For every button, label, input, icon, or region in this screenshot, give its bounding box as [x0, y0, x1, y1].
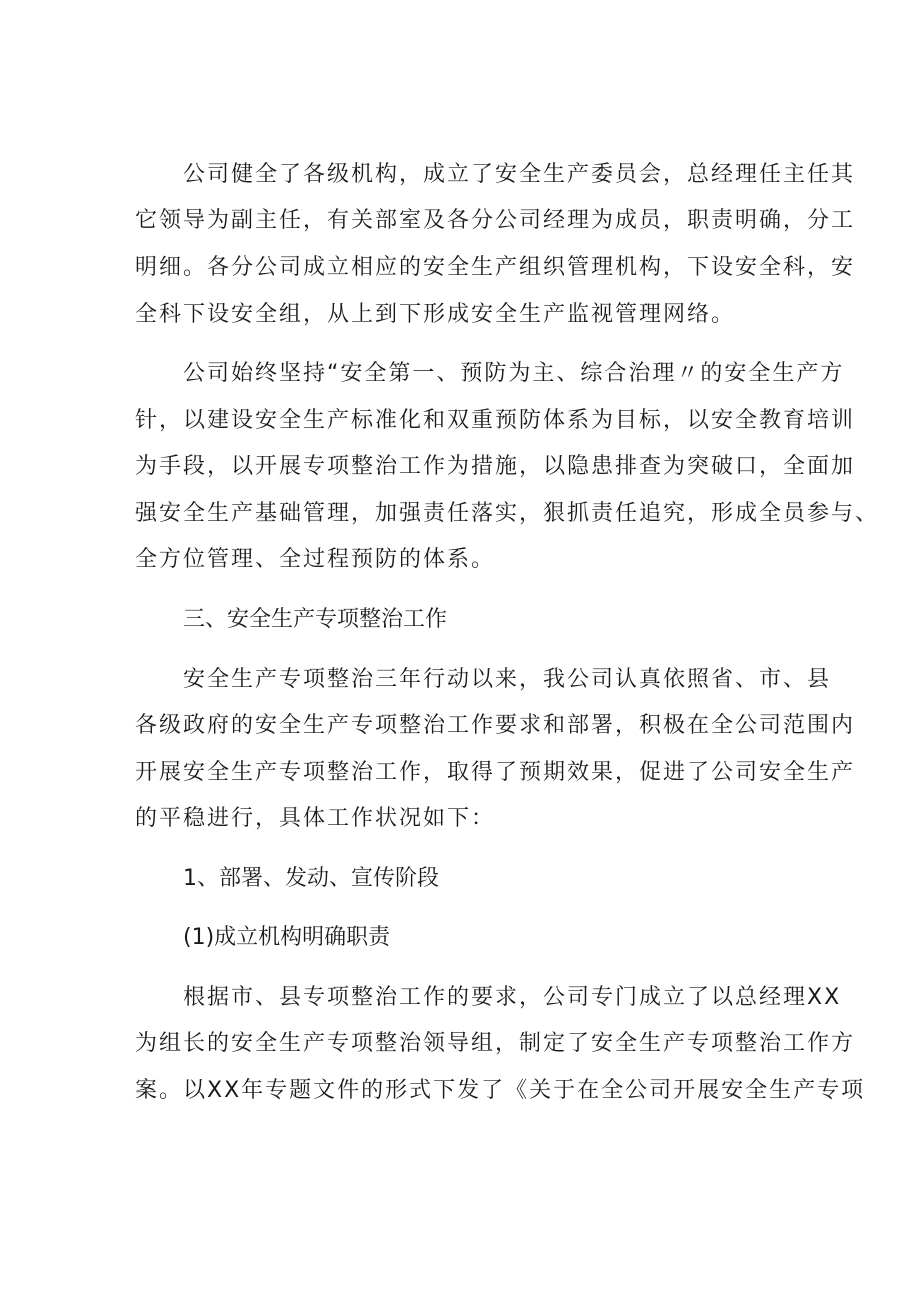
paragraph-1-line-1: 公司健全了各级机构，成立了安全生产委员会，总经理任主任其	[183, 162, 856, 187]
paragraph-1-line-3: 明细。各分公司成立相应的安全生产组织管理机构，下设安全科，安	[135, 255, 856, 280]
paragraph-4-line-2: 为组长的安全生产专项整治领导组，制定了安全生产专项整治工作方	[135, 1031, 856, 1056]
paragraph-2-line-4: 强安全生产基础管理，加强责任落实，狠抓责任追究，形成全员参与、	[135, 501, 880, 526]
paragraph-2-line-5: 全方位管理、全过程预防的体系。	[135, 547, 496, 572]
paragraph-2-line-3: 为手段，以开展专项整治工作为措施，以隐患排查为突破口，全面加	[135, 454, 856, 479]
subsection-heading-1-1: (1)成立机构明确职责	[183, 925, 391, 950]
paragraph-1-line-2: 它领导为副主任，有关部室及各分公司经理为成员，职责明确，分工	[135, 208, 856, 233]
paragraph-1-line-4: 全科下设安全组，从上到下形成安全生产监视管理网络。	[135, 302, 736, 327]
paragraph-2-line-1: 公司始终坚持“安全第一、预防为主、综合治理〃的安全生产方	[183, 361, 845, 386]
subsection-heading-1: 1、部署、发动、宣传阶段	[183, 866, 439, 891]
paragraph-3-line-3: 开展安全生产专项整治工作，取得了预期效果，促进了公司安全生产	[135, 760, 856, 785]
paragraph-4-line-3: 案。以XX年专题文件的形式下发了《关于在全公司开展安全生产专项	[135, 1078, 866, 1103]
paragraph-3-line-4: 的平稳进行，具体工作状况如下：	[135, 806, 496, 831]
paragraph-3-line-1: 安全生产专项整治三年行动以来，我公司认真依照省、市、县	[183, 667, 832, 692]
section-heading-3: 三、安全生产专项整治工作	[183, 607, 448, 632]
paragraph-2-line-2: 针，以建设安全生产标准化和双重预防体系为目标，以安全教育培训	[135, 408, 856, 433]
paragraph-3-line-2: 各级政府的安全生产专项整治工作要求和部署，积极在全公司范围内	[135, 713, 856, 738]
paragraph-4-line-1: 根据市、县专项整治工作的要求，公司专门成立了以总经理XX	[183, 985, 842, 1010]
